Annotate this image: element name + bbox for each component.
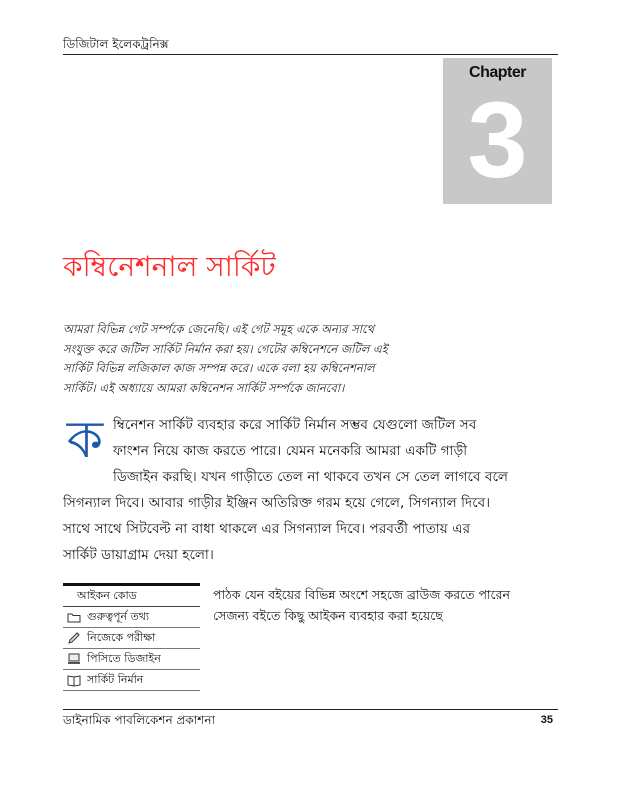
legend-item-label: গুরুত্বপূর্ন তথ্য xyxy=(87,610,150,623)
legend-item-label: নিজেকে পরীক্ষা xyxy=(87,631,156,644)
reader-note xyxy=(213,584,510,626)
header-rule xyxy=(63,54,558,55)
body-line: ম্বিনেশন সার্কিট ব্যবহার করে সার্কিট নির্মান সম্ভব যেগুলো জটিল সব xyxy=(113,417,477,433)
legend-item-self-test xyxy=(63,628,200,649)
legend-item-circuit-build xyxy=(63,670,200,691)
footer-rule xyxy=(63,709,558,710)
reader-note-line: সেজন্য বইতে কিছু আইকন ব্যবহার করা হয়েছে xyxy=(213,608,443,623)
page-number: 35 xyxy=(540,714,553,726)
body-line: ডিজাইন করছি। যখন গাড়ীতে তেল না থাকবে তখন সে তেল লাগবে বলে xyxy=(113,469,509,485)
drop-cap: ক xyxy=(66,410,104,470)
intro-line: সার্কিট বিভিন্ন লজিকাল কাজ সম্পন্ন করে। একে বলা হয় কম্বিনেশনাল xyxy=(63,361,375,375)
folder-icon xyxy=(67,610,81,624)
pencil-icon xyxy=(67,631,81,645)
intro-line: আমরা বিভিন্ন গেট সর্ম্পকে জেনেছি। এই গেট সমূহ একে অন্যর সাথে xyxy=(63,322,375,336)
body-line: সিগন্যাল দিবে। আবার গাড়ীর ইঞ্জিন অতিরিক্ত গরম হয়ে গেলে, সিগন্যাল দিবে। xyxy=(63,495,491,511)
intro-line: সার্কিট। এই অধ্যায়ে আমরা কম্বিনেশন সার্কিট সর্ম্পকে জানবো। xyxy=(63,380,345,395)
running-header: ডিজিটাল ইলেকট্রনিক্স xyxy=(63,37,169,51)
body-line: সার্কিট ডায়াগ্রাম দেয়া হলো। xyxy=(63,547,214,563)
footer-publisher: ডাইনামিক পাবলিকেশন প্রকাশনা xyxy=(63,713,216,727)
legend-item-label: সার্কিট নির্মান xyxy=(87,673,144,686)
icon-legend xyxy=(63,583,200,691)
legend-item-important xyxy=(63,607,200,628)
legend-title: আইকন কোড xyxy=(63,583,200,607)
body-line: সাথে সাথে সিটবেল্ট না বাধা থাকলে এর সিগন্যাল দিবে। পরবর্তী পাতায় এর xyxy=(63,521,471,537)
chapter-heading: কম্বিনেশনাল সার্কিট xyxy=(63,250,276,283)
legend-item-pc-design xyxy=(63,649,200,670)
reader-note-line: পাঠক যেন বইয়ের বিভিন্ন অংশে সহজে ব্রাউজ করতে পারেন xyxy=(213,587,510,602)
computer-icon xyxy=(67,652,81,666)
book-icon xyxy=(67,673,81,687)
intro-line: সংযুক্ত করে জটিল সার্কিট নির্মান করা হয়। গেটের কম্বিনেশনে জটিল এই xyxy=(63,341,388,356)
body-line: ফাংশন নিয়ে কাজ করতে পারে। যেমন মনেকরি আমরা একটি গাড়ী xyxy=(113,443,468,459)
chapter-box xyxy=(443,58,552,204)
chapter-number: 3 xyxy=(467,79,528,200)
chapter-label: Chapter xyxy=(469,64,526,81)
intro-paragraph xyxy=(63,320,493,398)
legend-item-label: পিসিতে ডিজাইন xyxy=(87,652,161,665)
